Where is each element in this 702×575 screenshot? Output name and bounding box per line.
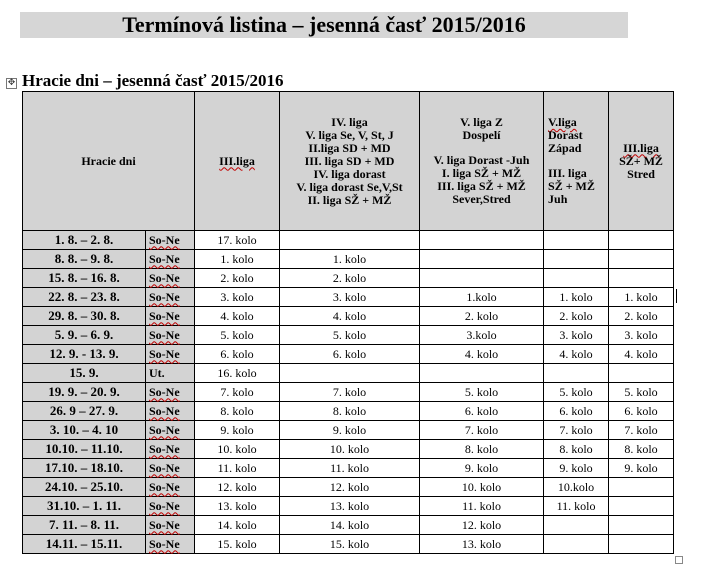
header-iii-liga-stred-line: Stred bbox=[627, 166, 655, 181]
v-liga-dorast-zapad-cell: 4. kolo bbox=[544, 345, 609, 364]
table-row bbox=[23, 345, 674, 364]
day-label: So-Ne bbox=[149, 327, 180, 342]
iii-liga-stred-cell: 6. kolo bbox=[609, 402, 674, 421]
day-cell bbox=[146, 459, 195, 478]
iv-liga-cell: 10. kolo bbox=[280, 440, 420, 459]
v-liga-z-cell: 2. kolo bbox=[420, 307, 544, 326]
table-row bbox=[23, 250, 674, 269]
table-row bbox=[23, 516, 674, 535]
iii-liga-cell: 10. kolo bbox=[195, 440, 280, 459]
day-cell bbox=[146, 250, 195, 269]
v-liga-z-cell: 8. kolo bbox=[420, 440, 544, 459]
header-v-liga-dorast-line: V.liga bbox=[548, 115, 577, 129]
v-liga-dorast-zapad-cell bbox=[544, 516, 609, 535]
v-liga-dorast-zapad-cell: 2. kolo bbox=[544, 307, 609, 326]
v-liga-z-cell bbox=[420, 269, 544, 288]
iii-liga-cell: 3. kolo bbox=[195, 288, 280, 307]
header-v-liga-z-line: I. liga SŽ + MŽ bbox=[441, 166, 522, 180]
iii-liga-stred-cell bbox=[609, 497, 674, 516]
header-iv-liga-line: V. liga dorast Se,V,St bbox=[296, 179, 403, 194]
iii-liga-stred-cell: 4. kolo bbox=[609, 345, 674, 364]
v-liga-z-cell: 11. kolo bbox=[420, 497, 544, 516]
iii-liga-stred-cell bbox=[609, 516, 674, 535]
header-hracie-dni: Hracie dni bbox=[23, 92, 195, 231]
header-iv-liga-line: II. liga SŽ + MŽ bbox=[307, 192, 392, 207]
iii-liga-cell: 1. kolo bbox=[195, 250, 280, 269]
iv-liga-cell: 1. kolo bbox=[280, 250, 420, 269]
iii-liga-cell: 13. kolo bbox=[195, 497, 280, 516]
iv-liga-cell: 14. kolo bbox=[280, 516, 420, 535]
day-label: So-Ne bbox=[149, 441, 180, 456]
v-liga-z-cell: 12. kolo bbox=[420, 516, 544, 535]
iii-liga-stred-cell: 3. kolo bbox=[609, 326, 674, 345]
header-iii-liga-stred-line: SŽ+ MŽ bbox=[619, 153, 663, 168]
table-row bbox=[23, 535, 674, 554]
day-cell bbox=[146, 364, 195, 383]
table-row bbox=[23, 364, 674, 383]
table-resize-handle[interactable] bbox=[675, 556, 683, 564]
date-cell: 19. 9. – 20. 9. bbox=[23, 383, 146, 402]
day-label: So-Ne bbox=[149, 251, 180, 266]
iii-liga-cell: 7. kolo bbox=[195, 383, 280, 402]
v-liga-dorast-zapad-cell: 10.kolo bbox=[544, 478, 609, 497]
table-row bbox=[23, 383, 674, 402]
header-v-liga-dorast-line: Dorast bbox=[548, 128, 583, 142]
iii-liga-stred-cell bbox=[609, 231, 674, 250]
header-v-liga-z-line: Sever,Stred bbox=[452, 192, 511, 206]
header-iii-liga-stred-group bbox=[609, 92, 674, 231]
iv-liga-cell bbox=[280, 231, 420, 250]
header-iii-liga-label: III.liga bbox=[219, 153, 255, 168]
v-liga-z-cell: 4. kolo bbox=[420, 345, 544, 364]
header-iv-liga-line: V. liga Se, V, St, J bbox=[305, 127, 394, 142]
day-label: So-Ne bbox=[149, 460, 180, 475]
header-v-liga-dorast-line: SŽ + MŽ bbox=[548, 179, 595, 193]
header-v-liga-z-line: V. liga Z bbox=[460, 115, 503, 129]
date-cell: 17.10. – 18.10. bbox=[23, 459, 146, 478]
date-cell: 8. 8. – 9. 8. bbox=[23, 250, 146, 269]
iv-liga-cell: 8. kolo bbox=[280, 402, 420, 421]
iv-liga-cell bbox=[280, 364, 420, 383]
day-cell bbox=[146, 269, 195, 288]
v-liga-dorast-zapad-cell: 11. kolo bbox=[544, 497, 609, 516]
table-row bbox=[23, 269, 674, 288]
day-label: So-Ne bbox=[149, 479, 180, 494]
date-cell: 29. 8. – 30. 8. bbox=[23, 307, 146, 326]
header-v-liga-z-group bbox=[420, 92, 544, 231]
header-iv-liga-line: IV. liga dorast bbox=[313, 166, 386, 181]
iii-liga-cell: 12. kolo bbox=[195, 478, 280, 497]
iii-liga-stred-cell: 7. kolo bbox=[609, 421, 674, 440]
iii-liga-cell: 16. kolo bbox=[195, 364, 280, 383]
iv-liga-cell: 2. kolo bbox=[280, 269, 420, 288]
day-label: So-Ne bbox=[149, 517, 180, 532]
iii-liga-cell: 8. kolo bbox=[195, 402, 280, 421]
header-row bbox=[23, 92, 674, 231]
date-cell: 15. 9. bbox=[23, 364, 146, 383]
iv-liga-cell: 11. kolo bbox=[280, 459, 420, 478]
day-cell bbox=[146, 383, 195, 402]
date-cell: 1. 8. – 2. 8. bbox=[23, 231, 146, 250]
table-row bbox=[23, 440, 674, 459]
iii-liga-cell: 6. kolo bbox=[195, 345, 280, 364]
day-label: Ut. bbox=[149, 365, 165, 380]
day-label: So-Ne bbox=[149, 289, 180, 304]
day-label: So-Ne bbox=[149, 384, 180, 399]
iii-liga-cell: 9. kolo bbox=[195, 421, 280, 440]
v-liga-dorast-zapad-cell bbox=[544, 250, 609, 269]
table-row bbox=[23, 231, 674, 250]
header-iv-liga-line: II.liga SD + MD bbox=[308, 140, 391, 155]
iii-liga-stred-cell: 2. kolo bbox=[609, 307, 674, 326]
schedule-body bbox=[23, 231, 674, 554]
date-cell: 10.10. – 11.10. bbox=[23, 440, 146, 459]
date-cell: 12. 9. - 13. 9. bbox=[23, 345, 146, 364]
date-cell: 22. 8. – 23. 8. bbox=[23, 288, 146, 307]
iii-liga-cell: 11. kolo bbox=[195, 459, 280, 478]
header-iv-liga-group bbox=[280, 92, 420, 231]
iii-liga-cell: 15. kolo bbox=[195, 535, 280, 554]
v-liga-z-cell: 10. kolo bbox=[420, 478, 544, 497]
v-liga-z-cell: 5. kolo bbox=[420, 383, 544, 402]
text-cursor bbox=[676, 289, 677, 303]
table-row bbox=[23, 288, 674, 307]
iii-liga-stred-cell: 9. kolo bbox=[609, 459, 674, 478]
iii-liga-stred-cell bbox=[609, 364, 674, 383]
day-cell bbox=[146, 440, 195, 459]
date-cell: 3. 10. – 4. 10 bbox=[23, 421, 146, 440]
document-title: Termínová listina – jesenná časť 2015/2016 bbox=[20, 12, 628, 38]
table-row bbox=[23, 402, 674, 421]
v-liga-dorast-zapad-cell bbox=[544, 269, 609, 288]
day-cell bbox=[146, 516, 195, 535]
header-v-liga-z-line: III. liga SŽ + MŽ bbox=[437, 179, 526, 193]
table-row bbox=[23, 478, 674, 497]
header-iv-liga-line: IV. liga bbox=[331, 114, 368, 129]
iii-liga-stred-cell bbox=[609, 250, 674, 269]
day-label: So-Ne bbox=[149, 422, 180, 437]
day-cell bbox=[146, 231, 195, 250]
v-liga-dorast-zapad-cell: 1. kolo bbox=[544, 288, 609, 307]
iii-liga-stred-cell bbox=[609, 478, 674, 497]
iii-liga-stred-cell bbox=[609, 535, 674, 554]
date-cell: 24.10. – 25.10. bbox=[23, 478, 146, 497]
v-liga-dorast-zapad-cell: 5. kolo bbox=[544, 383, 609, 402]
day-label: So-Ne bbox=[149, 536, 180, 551]
iv-liga-cell: 3. kolo bbox=[280, 288, 420, 307]
table-row bbox=[23, 307, 674, 326]
iv-liga-cell: 9. kolo bbox=[280, 421, 420, 440]
iii-liga-stred-cell: 8. kolo bbox=[609, 440, 674, 459]
iii-liga-cell: 5. kolo bbox=[195, 326, 280, 345]
date-cell: 5. 9. – 6. 9. bbox=[23, 326, 146, 345]
iii-liga-cell: 4. kolo bbox=[195, 307, 280, 326]
day-label: So-Ne bbox=[149, 403, 180, 418]
date-cell: 31.10. – 1. 11. bbox=[23, 497, 146, 516]
day-cell bbox=[146, 535, 195, 554]
day-cell bbox=[146, 345, 195, 364]
day-label: So-Ne bbox=[149, 498, 180, 513]
iv-liga-cell: 13. kolo bbox=[280, 497, 420, 516]
iii-liga-stred-cell: 5. kolo bbox=[609, 383, 674, 402]
day-cell bbox=[146, 421, 195, 440]
day-cell bbox=[146, 497, 195, 516]
header-iv-liga-line: III. liga SD + MD bbox=[304, 153, 395, 168]
day-label: So-Ne bbox=[149, 346, 180, 361]
day-cell bbox=[146, 478, 195, 497]
table-row bbox=[23, 459, 674, 478]
v-liga-z-cell bbox=[420, 231, 544, 250]
iii-liga-cell: 2. kolo bbox=[195, 269, 280, 288]
header-v-liga-dorast-zapad-group bbox=[544, 92, 609, 231]
header-iii-liga-stred-line: III.liga bbox=[623, 140, 659, 155]
v-liga-z-cell: 6. kolo bbox=[420, 402, 544, 421]
v-liga-z-cell: 7. kolo bbox=[420, 421, 544, 440]
day-cell bbox=[146, 307, 195, 326]
header-v-liga-dorast-line: Západ bbox=[548, 141, 582, 155]
iii-liga-stred-cell bbox=[609, 269, 674, 288]
v-liga-z-cell: 13. kolo bbox=[420, 535, 544, 554]
v-liga-z-cell bbox=[420, 364, 544, 383]
schedule-table bbox=[22, 91, 674, 554]
iv-liga-cell: 6. kolo bbox=[280, 345, 420, 364]
header-v-liga-z-line: V. liga Dorast -Juh bbox=[433, 153, 530, 167]
table-row bbox=[23, 421, 674, 440]
header-iii-liga bbox=[195, 92, 280, 231]
table-row bbox=[23, 497, 674, 516]
v-liga-dorast-zapad-cell: 8. kolo bbox=[544, 440, 609, 459]
date-cell: 15. 8. – 16. 8. bbox=[23, 269, 146, 288]
v-liga-dorast-zapad-cell: 3. kolo bbox=[544, 326, 609, 345]
day-cell bbox=[146, 402, 195, 421]
iv-liga-cell: 12. kolo bbox=[280, 478, 420, 497]
iv-liga-cell: 7. kolo bbox=[280, 383, 420, 402]
v-liga-dorast-zapad-cell bbox=[544, 535, 609, 554]
iv-liga-cell: 4. kolo bbox=[280, 307, 420, 326]
date-cell: 14.11. – 15.11. bbox=[23, 535, 146, 554]
date-cell: 7. 11. – 8. 11. bbox=[23, 516, 146, 535]
iii-liga-cell: 14. kolo bbox=[195, 516, 280, 535]
iv-liga-cell: 5. kolo bbox=[280, 326, 420, 345]
v-liga-z-cell: 3.kolo bbox=[420, 326, 544, 345]
iii-liga-stred-cell: 1. kolo bbox=[609, 288, 674, 307]
day-cell bbox=[146, 288, 195, 307]
day-label: So-Ne bbox=[149, 308, 180, 323]
v-liga-dorast-zapad-cell bbox=[544, 364, 609, 383]
v-liga-z-cell: 9. kolo bbox=[420, 459, 544, 478]
iii-liga-cell: 17. kolo bbox=[195, 231, 280, 250]
header-v-liga-dorast-line: Juh bbox=[548, 192, 568, 206]
table-row bbox=[23, 326, 674, 345]
date-cell: 26. 9 – 27. 9. bbox=[23, 402, 146, 421]
v-liga-dorast-zapad-cell bbox=[544, 231, 609, 250]
section-heading: Hracie dni – jesenná časť 2015/2016 bbox=[22, 71, 284, 90]
table-move-handle-icon[interactable]: ✥ bbox=[7, 78, 16, 88]
v-liga-dorast-zapad-cell: 6. kolo bbox=[544, 402, 609, 421]
v-liga-z-cell bbox=[420, 250, 544, 269]
v-liga-dorast-zapad-cell: 9. kolo bbox=[544, 459, 609, 478]
v-liga-z-cell: 1.kolo bbox=[420, 288, 544, 307]
day-cell bbox=[146, 326, 195, 345]
header-v-liga-dorast-line: III. liga bbox=[548, 166, 587, 180]
iv-liga-cell: 15. kolo bbox=[280, 535, 420, 554]
day-label: So-Ne bbox=[149, 232, 180, 247]
v-liga-dorast-zapad-cell: 7. kolo bbox=[544, 421, 609, 440]
day-label: So-Ne bbox=[149, 270, 180, 285]
header-v-liga-z-line: Dospelí bbox=[462, 128, 501, 142]
